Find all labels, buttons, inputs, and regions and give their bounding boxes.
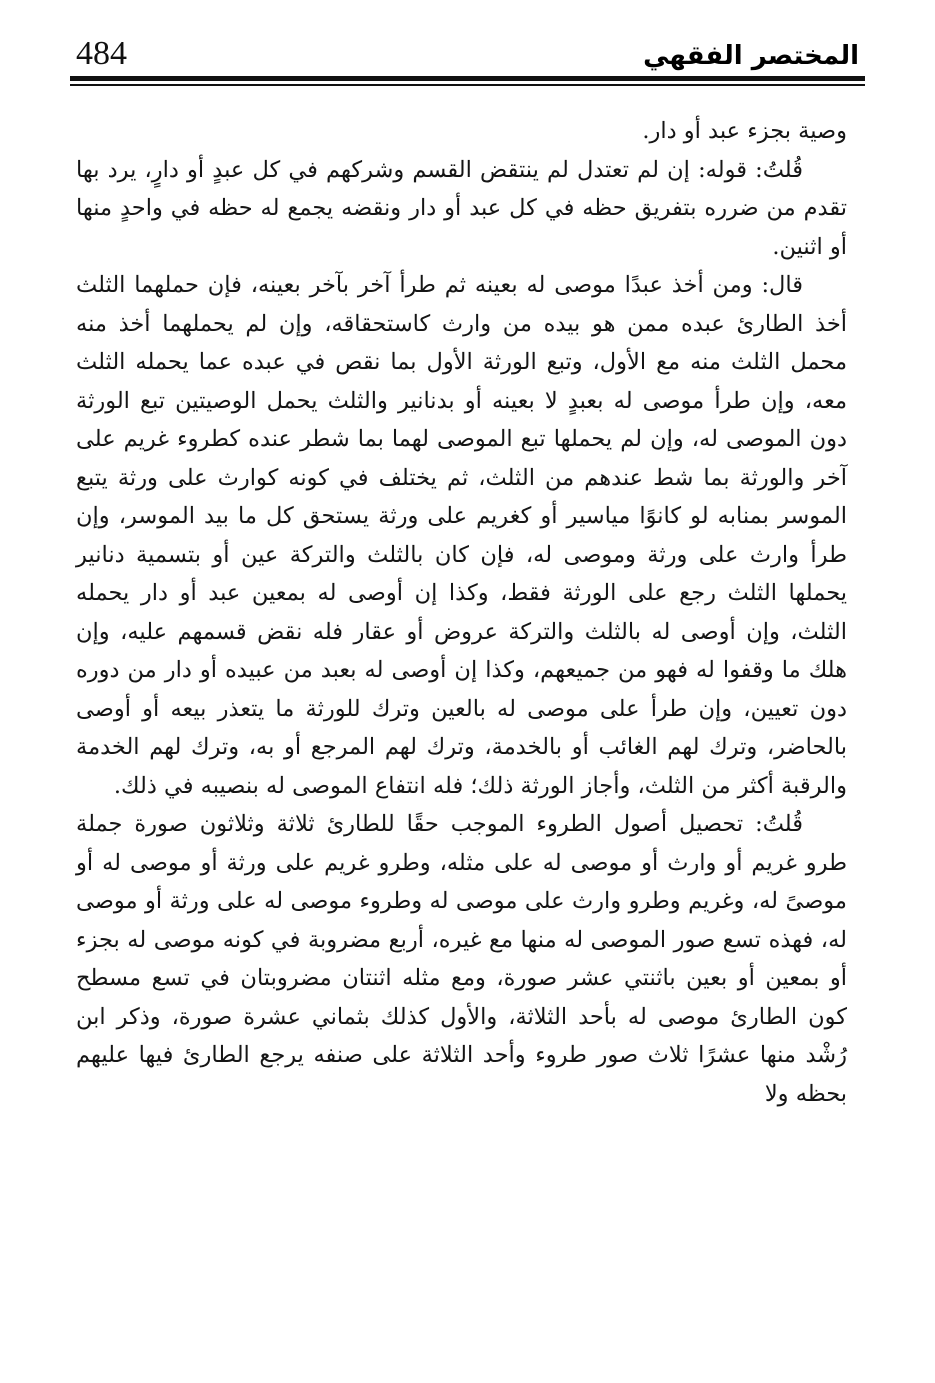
page-number: 484 [76,35,127,72]
running-title: المختصر الفقهي [643,41,859,71]
header-rule-thin [70,84,865,86]
page-body [76,112,847,1113]
page-header [70,30,865,82]
paragraph-qala: قال: ومن أخذ عبدًا موصى له بعينه ثم طرأ آخر بآخر بعينه، فإن حملهما الثلث أخذ الطارئ عبده ممن هو بيده من وارث كاستحقاقه، وإن لم يحملهما أخذ منه محمل الثلث منه مع الأول، وتبع الورثة الأول بما نقص في عبده عما يحمله الثلث معه، وإن طرأ موصى له بعبدٍ لا بعينه أو بدنانير والثلث يحمل الوصيتين تبع الورثة دون الموصى له، وإن لم يحملها تبع الموصى لهما بما شطر عنده كطروء غريم على آخر والورثة بما شط عندهم من الثلث، ثم يختلف في كونه كوارث على ورثة يتبع الموسر بمنابه لو كانوًا مياسير أو كغريم على ورثة يستحق كل ما بيد الموسر، وإن طرأ وارث على ورثة وموصى له، فإن كان بالثلث والتركة عين أو بتسمية دنانير يحملها الثلث رجع على الورثة فقط، وكذا إن أوصى له بمعين عبد أو دار يحمله الثلث، وإن أوصى له بالثلث والتركة عروض أو عقار فله نقض قسمهم عليه، وإن هلك ما وقفوا له فهو من جميعهم، وكذا إن أوصى له بعبد من عبيده أو دار من دوره دون تعيين، وإن طرأ على موصى له بالعين وترك للورثة ما يتعذر بيعه أو أوصى بالحاضر، وترك لهم الغائب أو بالخدمة، وترك لهم المرجع أو به، وترك لهم الخدمة والرقبة أكثر من الثلث، وأجاز الورثة ذلك؛ فله انتفاع الموصى له بنصيبه في ذلك. [76,272,847,799]
paragraph-qultu-1: قُلتُ: قوله: إن لم تعتدل لم ينتقض القسم وشركهم في كل عبدٍ أو دارٍ، يرد بها تقدم من ضرره بتفريق حظه في كل عبد أو دار ونقضه يجمع له حظه في واحدٍ منها أو اثنين. [76,156,847,260]
paragraph-qultu-2: قُلتُ: تحصيل أصول الطروء الموجب حقًا للطارئ ثلاثة وثلاثون صورة جملة طرو غريم أو وارث أو موصى له على مثله، وطرو غريم على ورثة أو موصى له أو موصىً له، وغريم وطرو وارث على موصى له وطروء موصى له على ورثة أو موصى له، فهذه تسع صور الموصى له منها مع غيره، أربع مضروبة في كونه موصى له بجزء أو بمعين أو بعين باثنتي عشر صورة، ومع مثله اثنتان مضروبتان في تسع مسطح كون الطارئ موصى له بأحد الثلاثة، والأول كذلك بثماني عشرة صورة، وذكر ابن رُشْد منها عشرًا ثلاث صور طروء وأحد الثلاثة على صنفه يرجع الطارئ فيها عليهم بحظه ولا [76,811,847,1107]
header-rule-thick [70,76,865,81]
paragraph-continuation: وصية بجزء عبد أو دار. [642,118,847,144]
